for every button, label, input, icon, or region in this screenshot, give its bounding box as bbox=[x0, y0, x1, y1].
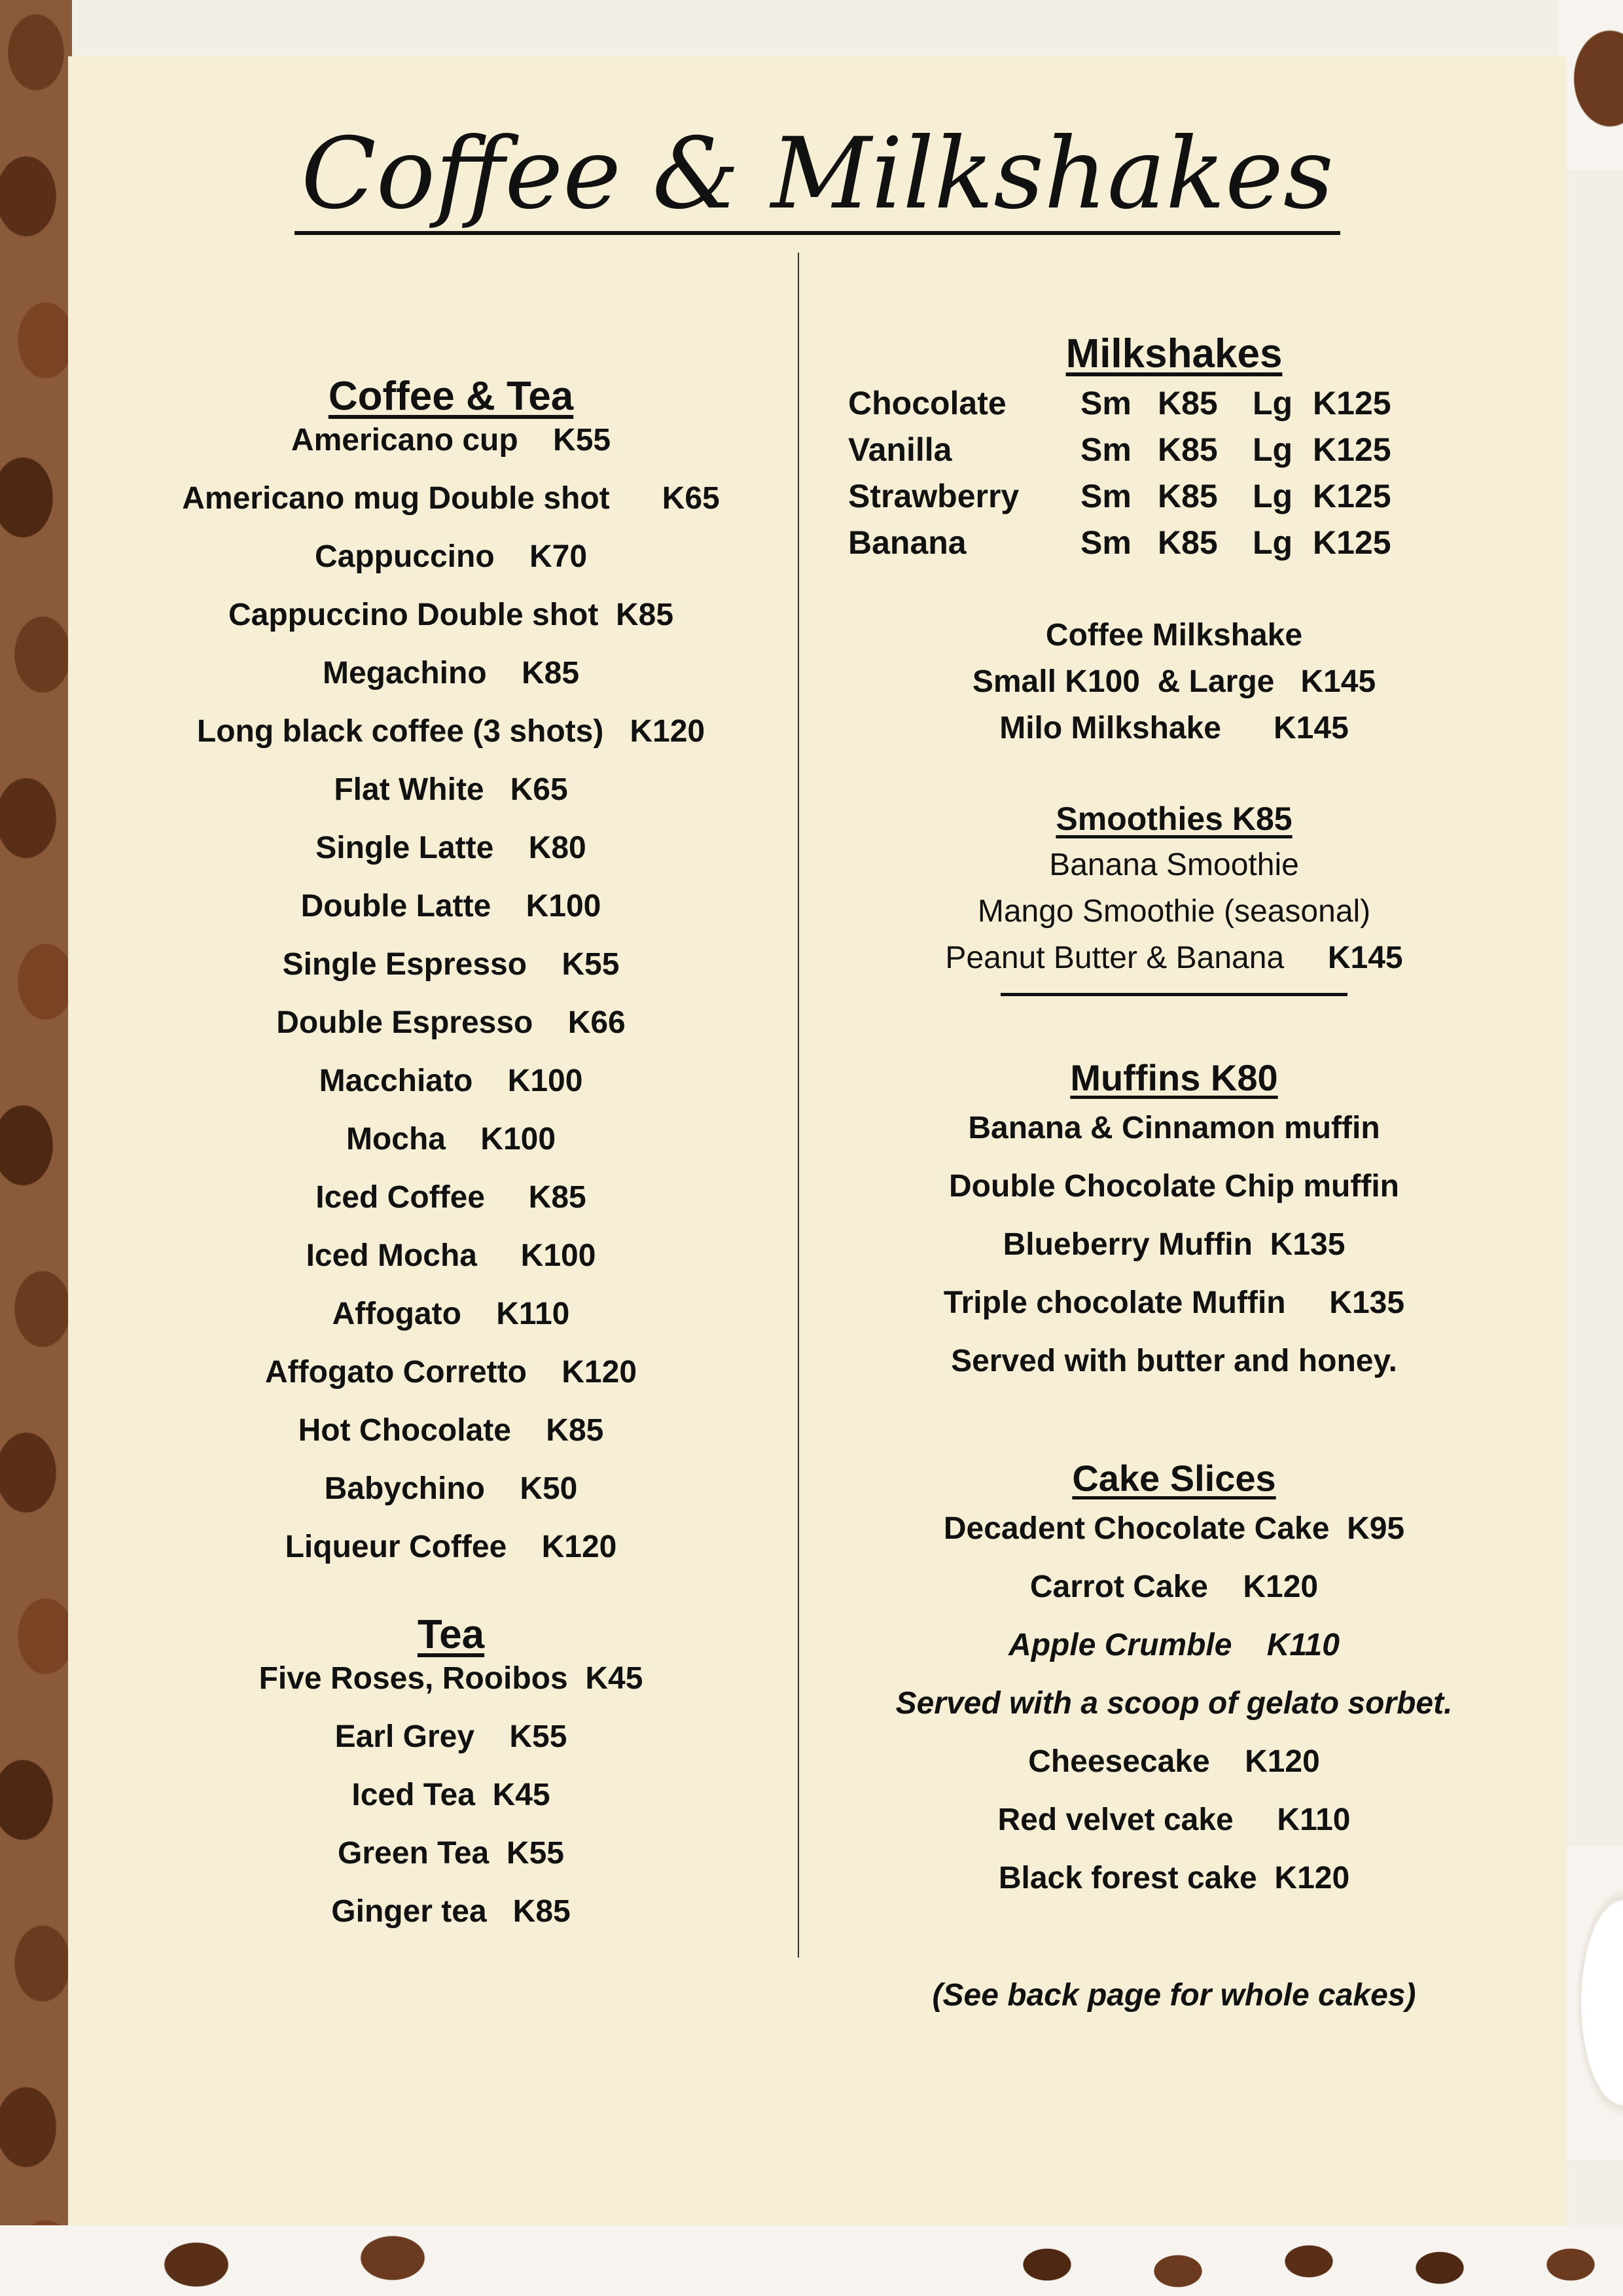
coffee-beans-bottom-decoration bbox=[0, 2225, 1623, 2296]
menu-item: Single Espresso K55 bbox=[282, 947, 620, 982]
menu-item: Long black coffee (3 shots) K120 bbox=[196, 714, 705, 749]
milkshake-row: Vanilla Sm K85 Lg K125 bbox=[848, 431, 1391, 468]
section-divider bbox=[1001, 993, 1347, 996]
coffee-bean-top-right-decoration bbox=[1558, 0, 1623, 170]
menu-item: Americano mug Double shot K65 bbox=[182, 481, 720, 516]
muffins-heading: Muffins K80 bbox=[1070, 1057, 1278, 1098]
cake-note: Served with a scoop of gelato sorbet. bbox=[895, 1686, 1453, 1721]
muffin-item: Banana & Cinnamon muffin bbox=[968, 1111, 1380, 1145]
menu-item: Earl Grey K55 bbox=[334, 1719, 567, 1754]
menu-item: Five Roses, Rooibos K45 bbox=[259, 1661, 643, 1696]
muffin-item: Double Chocolate Chip muffin bbox=[949, 1169, 1399, 1204]
menu-item: Americano cup K55 bbox=[291, 423, 611, 457]
milkshake-row: Banana Sm K85 Lg K125 bbox=[848, 524, 1391, 561]
cake-item: Apple Crumble K110 bbox=[1008, 1628, 1340, 1662]
column-divider bbox=[798, 253, 799, 1958]
coffee-tea-column bbox=[107, 370, 794, 1941]
menu-item: Cappuccino Double shot K85 bbox=[228, 598, 674, 632]
coffee-tea-heading: Coffee & Tea bbox=[328, 374, 574, 419]
cake-item: Decadent Chocolate Cake K95 bbox=[943, 1511, 1405, 1546]
menu-item: Liqueur Coffee K120 bbox=[285, 1530, 617, 1564]
cake-item: Red velvet cake K110 bbox=[997, 1803, 1351, 1837]
muffin-item: Blueberry Muffin K135 bbox=[1003, 1227, 1346, 1262]
menu-title: Coffee & Milkshakes bbox=[68, 118, 1567, 230]
smoothie-price: K145 bbox=[1327, 941, 1403, 975]
smoothie-item: Mango Smoothie (seasonal) bbox=[977, 894, 1371, 929]
cake-item: Black forest cake K120 bbox=[998, 1861, 1350, 1895]
menu-item: Flat White K65 bbox=[334, 772, 568, 807]
cake-slices-heading: Cake Slices bbox=[1072, 1458, 1276, 1499]
smoothies-heading: Smoothies K85 bbox=[1056, 800, 1293, 837]
menu-item: Hot Chocolate K85 bbox=[298, 1413, 604, 1448]
menu-item: Double Espresso K66 bbox=[276, 1005, 626, 1040]
muffin-item: Triple chocolate Muffin K135 bbox=[943, 1285, 1405, 1320]
milkshake-extra: Milo Milkshake K145 bbox=[999, 711, 1349, 745]
menu-item: Iced Mocha K100 bbox=[306, 1238, 596, 1273]
milkshake-extra: Small K100 & Large K145 bbox=[972, 664, 1376, 699]
menu-item: Babychino K50 bbox=[324, 1471, 578, 1506]
coffee-beans-left-decoration bbox=[0, 0, 72, 2296]
menu-item: Green Tea K55 bbox=[338, 1836, 564, 1871]
milkshake-row: Strawberry Sm K85 Lg K125 bbox=[848, 478, 1391, 514]
smoothie-item: Peanut Butter & Banana K145 bbox=[945, 941, 1403, 975]
menu-item: Affogato Corretto K120 bbox=[264, 1355, 637, 1390]
menu-item: Iced Tea K45 bbox=[351, 1778, 550, 1812]
milkshakes-table bbox=[848, 380, 1391, 566]
cake-item: Cheesecake K120 bbox=[1028, 1744, 1320, 1779]
smoothie-item: Banana Smoothie bbox=[1049, 848, 1299, 882]
menu-item: Mocha K100 bbox=[346, 1122, 556, 1157]
milkshake-extra: Coffee Milkshake bbox=[1045, 618, 1303, 653]
menu-item: Single Latte K80 bbox=[315, 831, 586, 865]
menu-page bbox=[68, 56, 1567, 2225]
coffee-cup-decoration bbox=[1564, 1846, 1623, 2160]
menu-item: Macchiato K100 bbox=[319, 1064, 583, 1098]
menu-item: Megachino K85 bbox=[322, 656, 580, 691]
menu-item: Cappuccino K70 bbox=[314, 539, 588, 574]
milkshakes-heading: Milkshakes bbox=[1065, 331, 1283, 376]
menu-item: Double Latte K100 bbox=[300, 889, 601, 924]
milkshake-row: Chocolate Sm K85 Lg K125 bbox=[848, 385, 1391, 422]
muffin-note: Served with butter and honey. bbox=[951, 1344, 1397, 1378]
menu-item: Affogato K110 bbox=[332, 1297, 570, 1331]
menu-item: Iced Coffee K85 bbox=[315, 1180, 586, 1215]
tea-heading: Tea bbox=[417, 1612, 485, 1657]
cake-item: Carrot Cake K120 bbox=[1029, 1570, 1319, 1604]
milkshakes-column bbox=[840, 328, 1508, 2024]
whole-cakes-note: (See back page for whole cakes) bbox=[932, 1978, 1416, 2013]
menu-item: Ginger tea K85 bbox=[331, 1894, 571, 1929]
